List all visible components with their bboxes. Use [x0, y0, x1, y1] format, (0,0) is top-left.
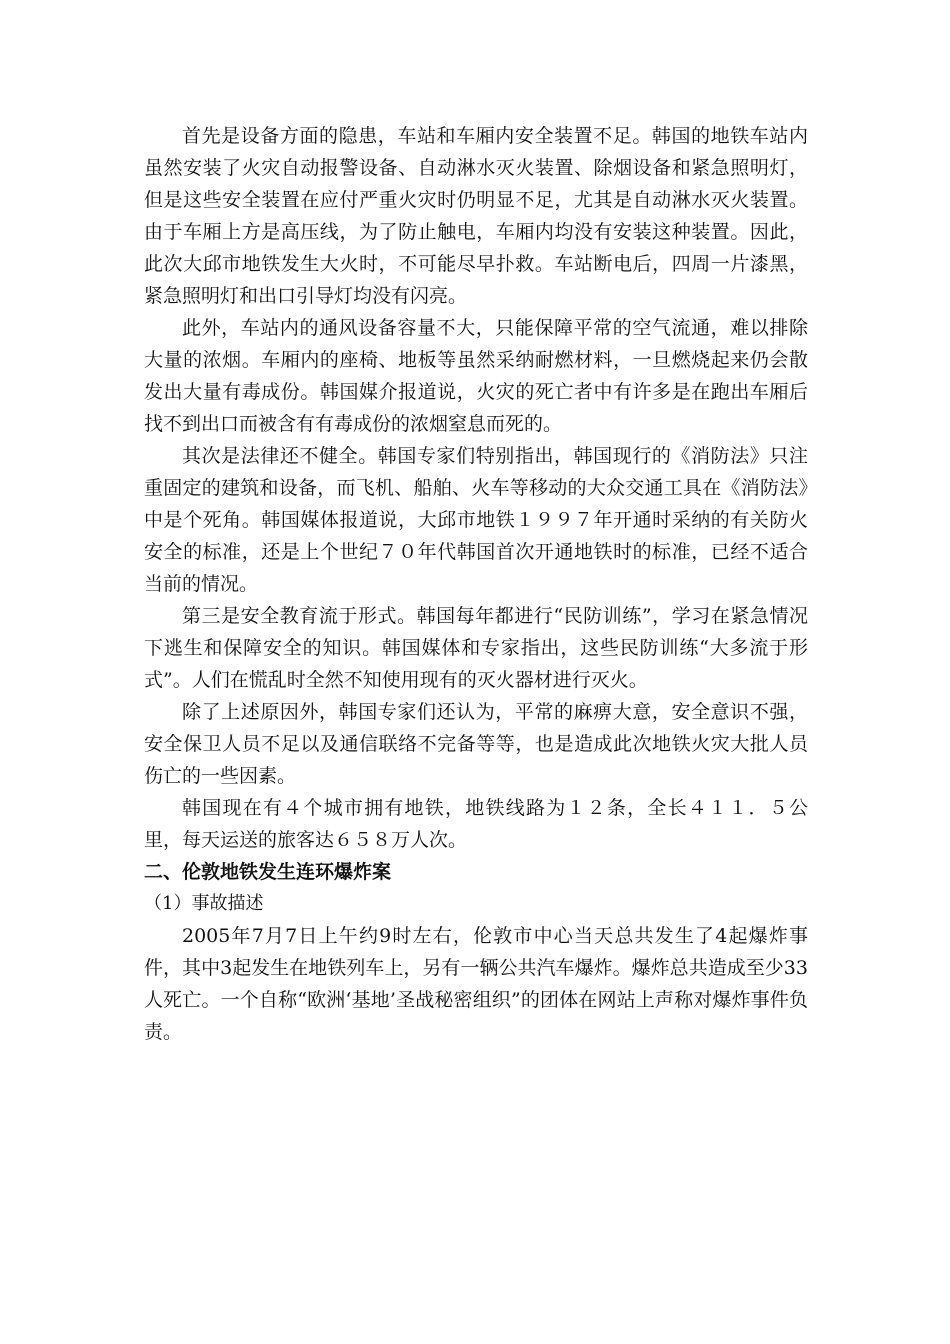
paragraph-other-factors: 除了上述原因外，韩国专家们还认为，平常的麻痹大意，安全意识不强，安全保卫人员不足以及通信联络不完备等等，也是造成此次地铁火灾大批人员伤亡的一些因素。	[144, 701, 808, 787]
paragraph-ventilation: 此外，车站内的通风设备容量不大，只能保障平常的空气流通，难以排除大量的浓烟。车厢内的座椅、地板等虽然采纳耐燃材料，一旦燃烧起来仍会散发出大量有毒成份。韩国媒介报道说，火灾的死亡者中有许多是在跑出车厢后找不到出口而被含有有毒成份的浓烟窒息而死的。	[144, 317, 808, 435]
subsection-heading: （1）事故描述	[144, 893, 264, 914]
paragraph-korea-subway-stats: 韩国现在有４个城市拥有地铁，地铁线路为１２条，全长４１１．５公里，每天运送的旅客达６５８万人次。	[144, 797, 808, 851]
paragraph-safety-education: 第三是安全教育流于形式。韩国每年都进行“民防训练”，学习在紧急情况下逃生和保障安全的知识。韩国媒体和专家指出，这些民防训练“大多流于形式”。人们在慌乱时全然不知使用现有的灭火器材进行灭火。	[144, 605, 808, 691]
paragraph-legal-gaps: 其次是法律还不健全。韩国专家们特别指出，韩国现行的《消防法》只注重固定的建筑和设备，而飞机、船舶、火车等移动的大众交通工具在《消防法》中是个死角。韩国媒体报道说，大邱市地铁１９９７年开通时采纳的有关防火安全的标准，还是上个世纪７０年代韩国首次开通地铁时的标准，已经不适合当前的情况。	[144, 445, 808, 595]
paragraph-london-bombing: 2005年7月7日上午约9时左右，伦敦市中心当天总共发生了4起爆炸事件，其中3起发生在地铁列车上，另有一辆公共汽车爆炸。爆炸总共造成至少33人死亡。一个自称“欧洲‘基地’圣战秘密组织”的团体在网站上声称对爆炸事件负责。	[144, 925, 808, 1043]
document-body	[144, 120, 808, 1048]
section-heading: 二、伦敦地铁发生连环爆炸案	[144, 861, 392, 883]
paragraph-equipment-hazards: 首先是设备方面的隐患，车站和车厢内安全装置不足。韩国的地铁车站内虽然安装了火灾自动报警设备、自动淋水灭火装置、除烟设备和紧急照明灯，但是这些安全装置在应付严重火灾时仍明显不足，尤其是自动淋水灭火装置。由于车厢上方是高压线，为了防止触电，车厢内均没有安装这种装置。因此，此次大邱市地铁发生大火时，不可能尽早扑救。车站断电后，四周一片漆黑，紧急照明灯和出口引导灯均没有闪亮。	[144, 125, 808, 307]
